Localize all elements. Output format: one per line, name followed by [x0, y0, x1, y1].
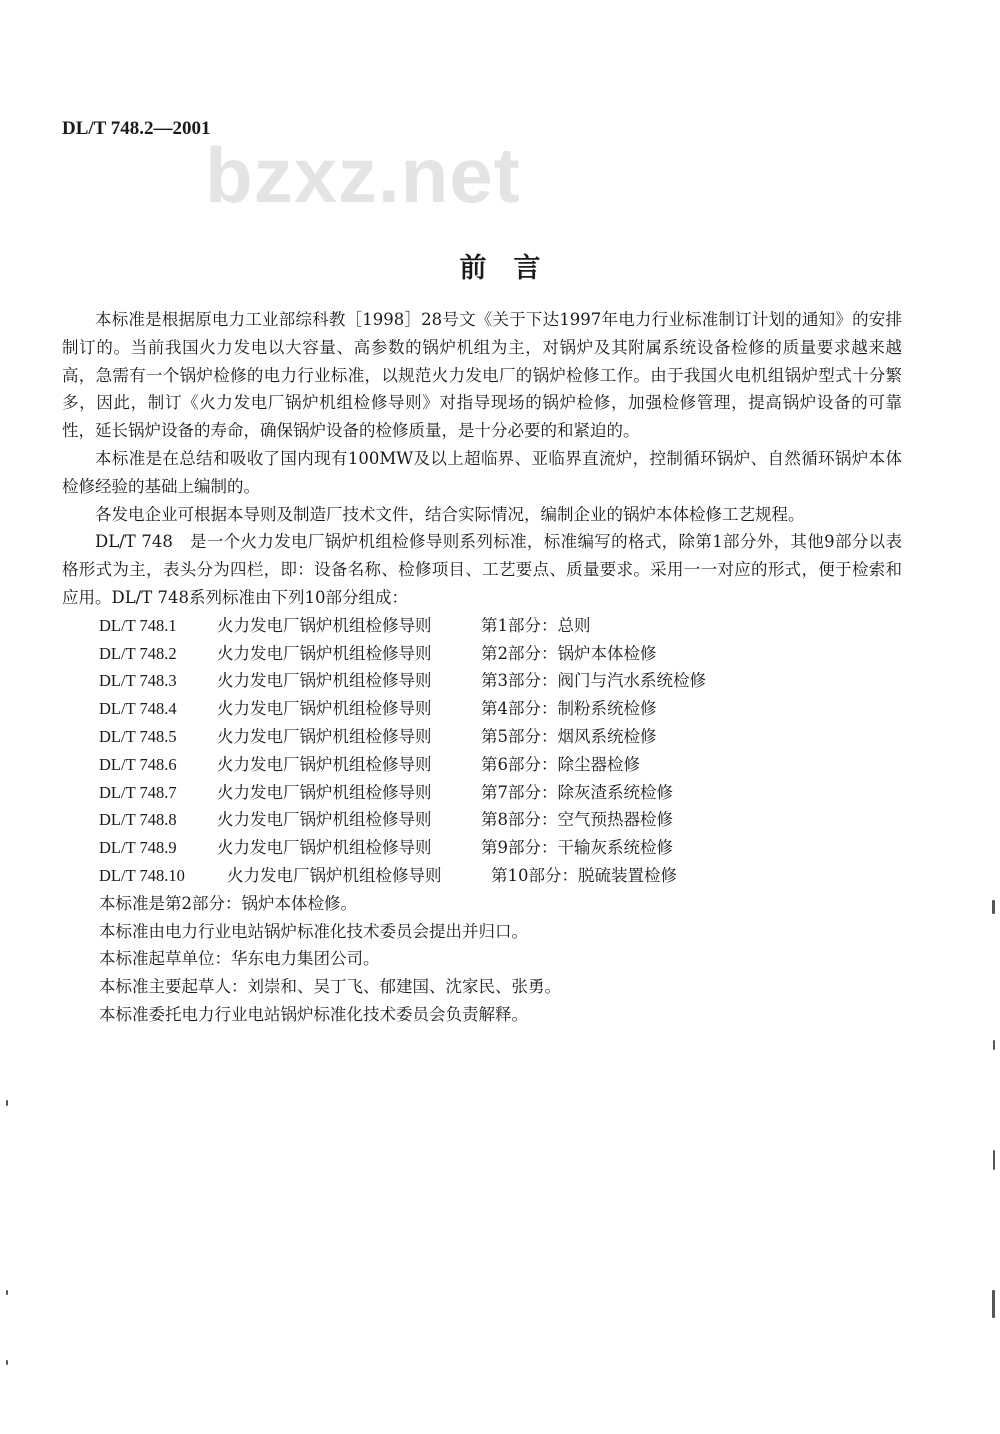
list-item [62, 862, 902, 890]
part-title: 第4部分：制粉系统检修 [481, 699, 657, 719]
part-series: 火力发电厂锅炉机组检修导则 [217, 615, 432, 635]
part-series: 火力发电厂锅炉机组检修导则 [217, 782, 432, 802]
part-title: 第6部分：除尘器检修 [481, 754, 640, 774]
list-item [62, 751, 902, 779]
part-series: 火力发电厂锅炉机组检修导则 [217, 643, 432, 663]
list-item [62, 834, 902, 862]
part-title: 第1部分：总则 [481, 615, 591, 635]
list-item [62, 695, 902, 723]
list-item [62, 612, 902, 640]
part-series: 火力发电厂锅炉机组检修导则 [227, 865, 442, 885]
paragraph-3: 各发电企业可根据本导则及制造厂技术文件，结合实际情况，编制企业的锅炉本体检修工艺规程。 [95, 504, 805, 524]
part-code: DL/T 748.4 [99, 699, 177, 719]
list-item [62, 779, 902, 807]
part-series: 火力发电厂锅炉机组检修导则 [217, 671, 432, 691]
paragraph-2: 本标准是在总结和吸收了国内现有100MW及以上超临界、亚临界直流炉，控制循环锅炉、自然循环锅炉本体检修经验的基础上编制的。 [62, 448, 902, 496]
part-title: 第10部分：脱硫装置检修 [491, 865, 677, 885]
watermark: bzxz.net [205, 131, 521, 219]
part-code: DL/T 748.8 [99, 810, 177, 830]
part-title: 第3部分：阀门与汽水系统检修 [481, 671, 706, 691]
scan-speck [993, 1150, 995, 1170]
list-item [62, 723, 902, 751]
list-item [62, 667, 902, 695]
part-title: 第8部分：空气预热器检修 [481, 810, 673, 830]
scan-speck [6, 1100, 8, 1106]
part-series: 火力发电厂锅炉机组检修导则 [217, 838, 432, 858]
part-code: DL/T 748.10 [99, 865, 185, 885]
part-series: 火力发电厂锅炉机组检修导则 [217, 754, 432, 774]
scan-speck [992, 1290, 995, 1318]
scan-speck [6, 1360, 8, 1365]
page-title: 前 言 [459, 253, 541, 284]
part-series: 火力发电厂锅炉机组检修导则 [217, 726, 432, 746]
closing-line: 本标准委托电力行业电站锅炉标准化技术委员会负责解释。 [99, 1004, 528, 1024]
scan-speck [993, 1040, 995, 1050]
document-code: DL/T 748.2—2001 [62, 118, 211, 139]
closing-line: 本标准是第2部分：锅炉本体检修。 [99, 893, 357, 913]
closing-line: 本标准起草单位：华东电力集团公司。 [99, 949, 380, 969]
paragraph-4: DL/T 748 是一个火力发电厂锅炉机组检修导则系列标准，标准编写的格式，除第1部分外，其他9部分以表格形式为主，表头分为四栏，即：设备名称、检修项目、工艺要点、质量要求。采用一一对应的形式，便于检索和应用。DL/T 748系列标准由下列10部分组成： [62, 532, 902, 607]
parts-list [62, 612, 902, 890]
part-series: 火力发电厂锅炉机组检修导则 [217, 810, 432, 830]
part-title: 第9部分：干输灰系统检修 [481, 838, 673, 858]
part-code: DL/T 748.1 [99, 615, 177, 635]
part-series: 火力发电厂锅炉机组检修导则 [217, 699, 432, 719]
closing-line: 本标准主要起草人：刘崇和、吴丁飞、郁建国、沈家民、张勇。 [99, 977, 561, 997]
part-code: DL/T 748.5 [99, 726, 177, 746]
part-code: DL/T 748.6 [99, 754, 177, 774]
part-code: DL/T 748.9 [99, 838, 177, 858]
part-title: 第2部分：锅炉本体检修 [481, 643, 657, 663]
list-item [62, 806, 902, 834]
part-code: DL/T 748.2 [99, 643, 177, 663]
document-body [62, 306, 902, 1029]
part-title: 第7部分：除灰渣系统检修 [481, 782, 673, 802]
part-code: DL/T 748.7 [99, 782, 177, 802]
closing-line: 本标准由电力行业电站锅炉标准化技术委员会提出并归口。 [99, 921, 528, 941]
list-item [62, 640, 902, 668]
scan-speck [6, 1290, 8, 1295]
scan-speck [992, 900, 995, 914]
part-code: DL/T 748.3 [99, 671, 177, 691]
paragraph-1: 本标准是根据原电力工业部综科教［1998］28号文《关于下达1997年电力行业标准制订计划的通知》的安排制订的。当前我国火力发电以大容量、高参数的锅炉机组为主，对锅炉及其附属系统设备检修的质量要求越来越高，急需有一个锅炉检修的电力行业标准，以规范火力发电厂的锅炉检修工作。由于我国火电机组锅炉型式十分繁多，因此，制订《火力发电厂锅炉机组检修导则》对指导现场的锅炉检修，加强检修管理，提高锅炉设备的可靠性，延长锅炉设备的寿命，确保锅炉设备的检修质量，是十分必要的和紧迫的。 [62, 310, 902, 441]
part-title: 第5部分：烟风系统检修 [481, 726, 657, 746]
